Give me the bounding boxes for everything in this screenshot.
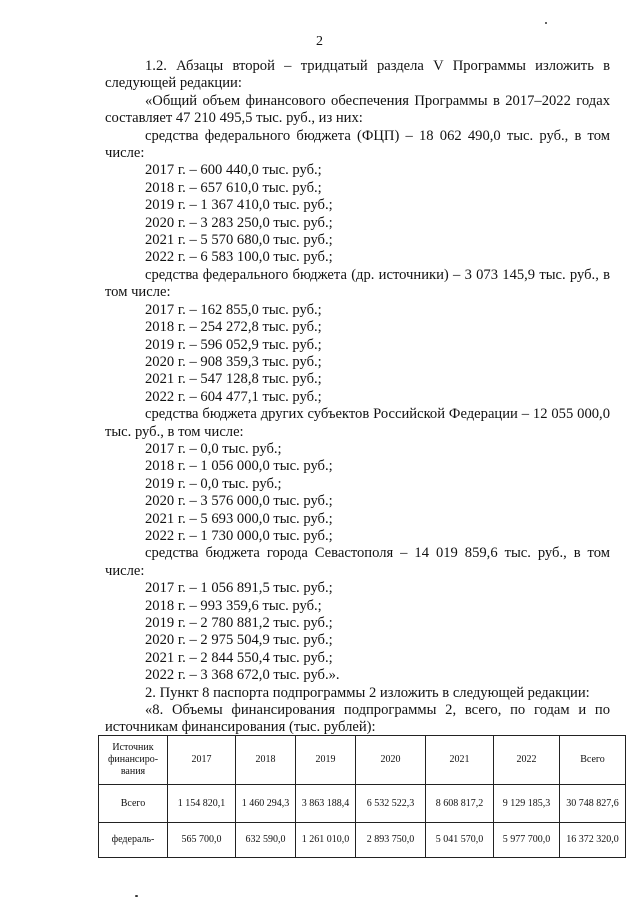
paragraph: 2022 г. – 6 583 100,0 тыс. руб.; (145, 249, 333, 266)
table-header-row (99, 736, 626, 785)
table-cell: 3 863 188,4 (296, 785, 356, 823)
paragraph: «8. Объемы финансирования подпрограммы 2, всего, по годам и по источникам финансирования (тыс. рублей): (105, 702, 610, 736)
paragraph: 2019 г. – 0,0 тыс. руб.; (145, 475, 282, 492)
table-header-cell: 2018 (236, 736, 296, 785)
paragraph: 2017 г. – 1 056 891,5 тыс. руб.; (145, 580, 333, 597)
paragraph: 1.2. Абзацы второй – тридцатый раздела V Программы изложить в следующей редакции: (105, 58, 610, 92)
paragraph: 2019 г. – 2 780 881,2 тыс. руб.; (145, 615, 333, 631)
paragraph: 2018 г. – 657 610,0 тыс. руб.; (145, 179, 322, 196)
paragraph: 2022 г. – 604 477,1 тыс. руб.; (145, 388, 322, 405)
table-cell: федераль- (99, 823, 168, 858)
paragraph: 2018 г. – 254 272,8 тыс. руб.; (145, 319, 322, 336)
paragraph: средства бюджета других субъектов Российской Федерации – 12 055 000,0 тыс. руб., в том числе: (105, 406, 610, 440)
table-cell: 9 129 185,3 (494, 785, 560, 823)
table-cell: 2 893 750,0 (356, 823, 426, 858)
paragraph: «Общий объем финансового обеспечения Программы в 2017–2022 годах составляет 47 210 495,5 тыс. руб., из них: (105, 92, 610, 127)
table-header-cell: 2017 (168, 736, 236, 785)
table-cell: 1 154 820,1 (168, 785, 236, 823)
table-row (99, 823, 626, 858)
paragraph: 2019 г. – 1 367 410,0 тыс. руб.; (145, 197, 333, 214)
table-header-cell: Источник финансиро-вания (99, 736, 168, 785)
table-row (99, 785, 626, 823)
paragraph: 2019 г. – 596 052,9 тыс. руб.; (145, 336, 322, 353)
paragraph: 2020 г. – 908 359,3 тыс. руб.; (145, 353, 322, 370)
paragraph: 2021 г. – 5 693 000,0 тыс. руб.; (145, 510, 333, 527)
table-header-cell: 2021 (426, 736, 494, 785)
paragraph: средства федерального бюджета (др. источники) – 3 073 145,9 тыс. руб., в том числе: (105, 266, 610, 301)
paragraph: 2017 г. – 162 855,0 тыс. руб.; (145, 301, 322, 318)
paragraph: 2020 г. – 3 576 000,0 тыс. руб.; (145, 493, 333, 510)
paragraph: 2021 г. – 2 844 550,4 тыс. руб.; (145, 649, 333, 666)
paragraph: 2017 г. – 0,0 тыс. руб.; (145, 440, 282, 457)
table-cell: 6 532 522,3 (356, 785, 426, 823)
paragraph: 2022 г. – 1 730 000,0 тыс. руб.; (145, 527, 333, 544)
paragraph: 2022 г. – 3 368 672,0 тыс. руб.». (145, 667, 340, 684)
table-cell: 8 608 817,2 (426, 785, 494, 823)
page-number: 2 (316, 34, 323, 49)
table-header-cell: Всего (560, 736, 626, 785)
financing-table (98, 735, 626, 858)
paragraph: 2020 г. – 2 975 504,9 тыс. руб.; (145, 632, 333, 649)
paragraph: 2021 г. – 5 570 680,0 тыс. руб.; (145, 232, 333, 249)
document-body (105, 58, 610, 737)
table-cell: 5 977 700,0 (494, 823, 560, 858)
table-cell: 5 041 570,0 (426, 823, 494, 858)
table-header-cell: 2019 (296, 736, 356, 785)
table-cell: 30 748 827,6 (560, 785, 626, 823)
scan-speck (135, 895, 138, 897)
paragraph: средства федерального бюджета (ФЦП) – 18 062 490,0 тыс. руб., в том числе: (105, 127, 610, 162)
table-cell: 565 700,0 (168, 823, 236, 858)
paragraph: 2018 г. – 1 056 000,0 тыс. руб.; (145, 458, 333, 475)
table-cell: 16 372 320,0 (560, 823, 626, 858)
paragraph: 2020 г. – 3 283 250,0 тыс. руб.; (145, 214, 333, 231)
paragraph: 2017 г. – 600 440,0 тыс. руб.; (145, 162, 322, 179)
table-cell: 1 261 010,0 (296, 823, 356, 858)
table-cell: Всего (99, 785, 168, 823)
table-header-cell: 2020 (356, 736, 426, 785)
scan-speck (545, 22, 547, 24)
table-cell: 1 460 294,3 (236, 785, 296, 823)
table-cell: 632 590,0 (236, 823, 296, 858)
table-header-cell: 2022 (494, 736, 560, 785)
paragraph: 2. Пункт 8 паспорта подпрограммы 2 изложить в следующей редакции: (145, 684, 590, 701)
paragraph: 2018 г. – 993 359,6 тыс. руб.; (145, 597, 322, 614)
paragraph: средства бюджета города Севастополя – 14 019 859,6 тыс. руб., в том числе: (105, 545, 610, 579)
paragraph: 2021 г. – 547 128,8 тыс. руб.; (145, 371, 322, 388)
